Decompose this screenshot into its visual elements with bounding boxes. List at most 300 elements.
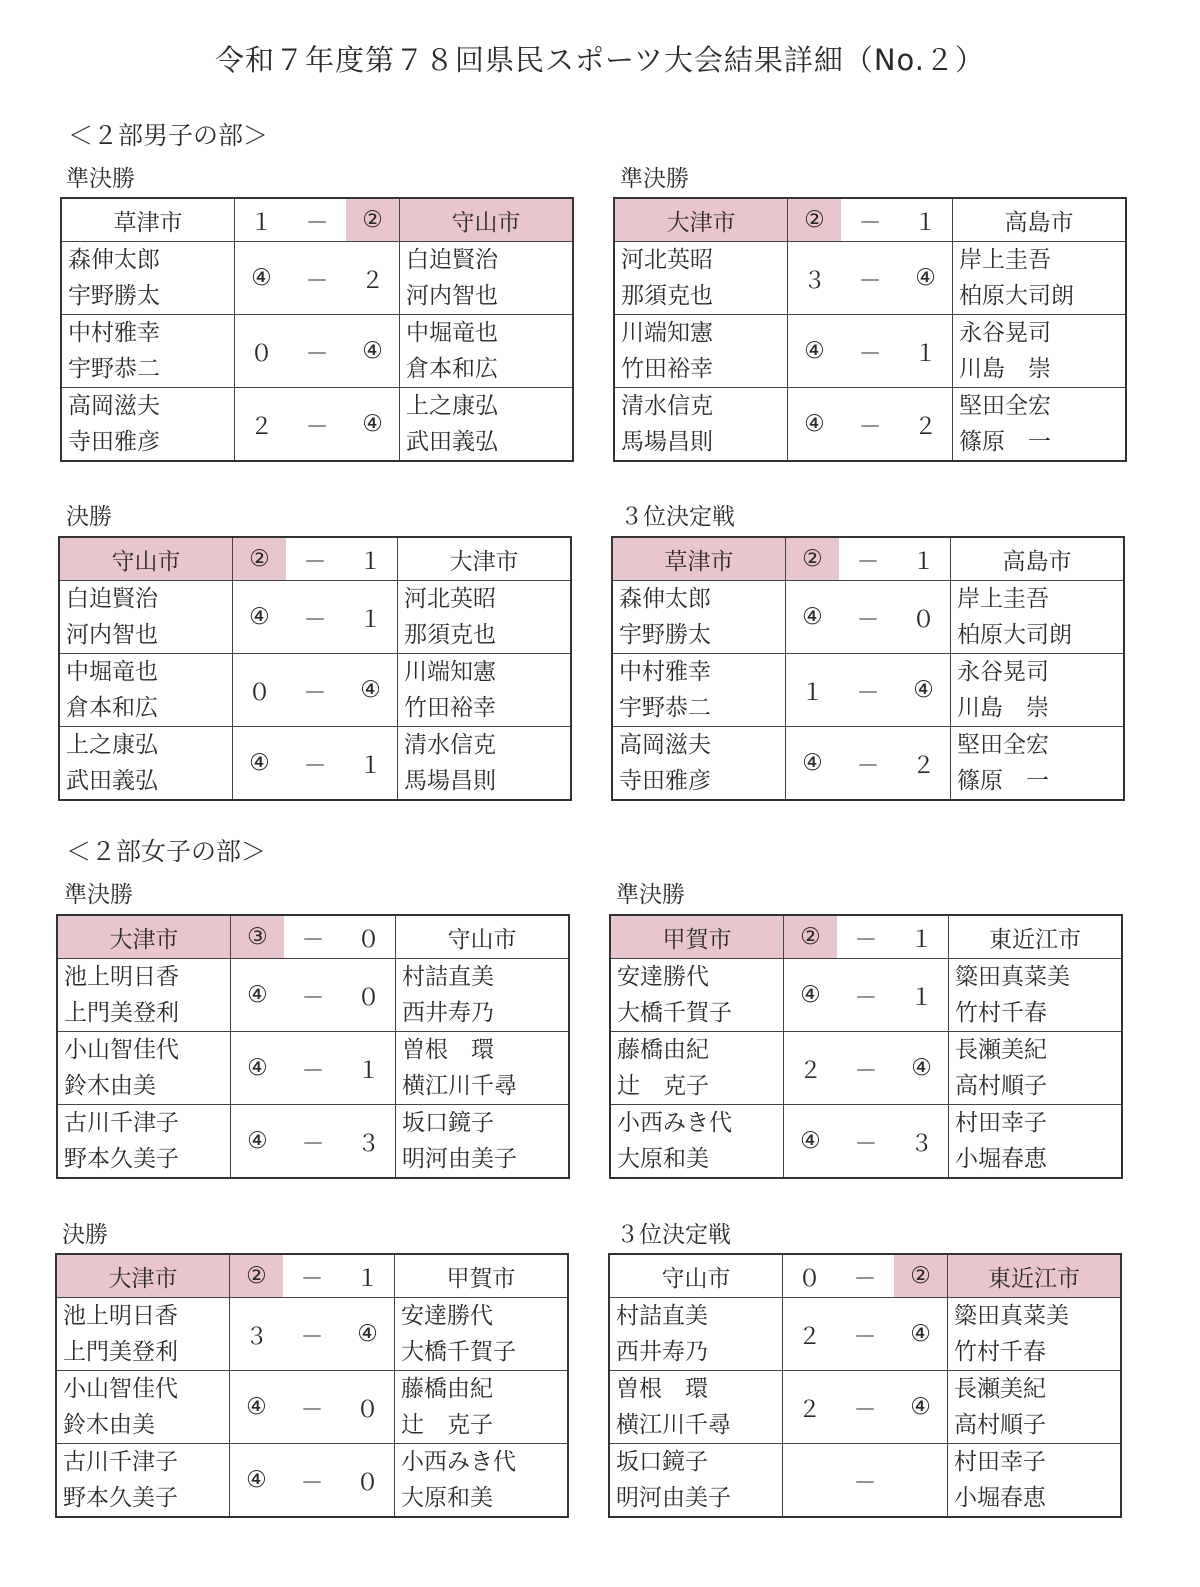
right-team-name: 高島市 — [951, 537, 1125, 581]
player-name: 寺田雅彦 — [68, 429, 160, 455]
player-name: 河北英昭 — [621, 247, 713, 273]
left-team-score: ② — [230, 1255, 283, 1297]
game-score — [786, 727, 951, 801]
player-name: 上之康弘 — [406, 393, 498, 419]
player-name: 中村雅幸 — [68, 320, 160, 346]
player-name: 野本久美子 — [63, 1485, 178, 1511]
player-name: 小山智佳代 — [64, 1037, 179, 1063]
player-name: 古川千津子 — [63, 1449, 178, 1475]
game-score — [788, 388, 953, 462]
team-score — [788, 198, 953, 242]
player-name: 河内智也 — [406, 283, 498, 309]
right-game-score: ３ — [357, 1130, 381, 1157]
player-name: 那須克也 — [404, 622, 496, 648]
left-game-score: ④ — [249, 604, 270, 630]
right-game-score: ０ — [357, 984, 381, 1011]
player-name: 宇野恭二 — [619, 695, 711, 721]
right-players — [949, 959, 1123, 1032]
table-row — [612, 727, 1124, 801]
right-players — [953, 242, 1127, 315]
table-row — [610, 959, 1122, 1032]
match-header-row — [59, 537, 571, 581]
player-name: 長瀬美紀 — [955, 1037, 1047, 1063]
left-game-score: ④ — [800, 1128, 821, 1154]
player-name: 藤橋由紀 — [401, 1376, 493, 1402]
player-name: 高岡滋夫 — [68, 393, 160, 419]
left-players — [612, 727, 786, 801]
right-game-score: １ — [910, 984, 934, 1011]
player-name: 上門美登利 — [64, 1000, 179, 1026]
player-name: 篠原 一 — [959, 429, 1051, 455]
score-dash: － — [301, 1130, 325, 1157]
left-team-score: ③ — [231, 916, 284, 958]
right-players — [951, 727, 1125, 801]
player-name: 篠原 一 — [957, 768, 1049, 794]
table-row — [61, 315, 573, 388]
right-players — [395, 1444, 569, 1518]
match-table — [613, 197, 1127, 462]
right-players — [951, 581, 1125, 654]
right-game-score: ０ — [912, 606, 936, 633]
right-team-score: １ — [356, 1265, 380, 1292]
score-dash: － — [854, 1130, 878, 1157]
match-header-row — [609, 1254, 1121, 1298]
left-team-name: 甲賀市 — [610, 915, 784, 959]
right-players — [396, 1032, 570, 1105]
player-name: 村田幸子 — [955, 1110, 1047, 1136]
team-score — [784, 915, 949, 959]
left-players — [61, 315, 235, 388]
game-score — [784, 959, 949, 1032]
match-header-row — [61, 198, 573, 242]
left-players — [610, 1032, 784, 1105]
score-dash: － — [305, 209, 329, 236]
score-dash: － — [858, 340, 882, 367]
game-score — [233, 581, 398, 654]
table-row — [57, 1032, 569, 1105]
right-players — [395, 1371, 569, 1444]
player-name: 白迫賢治 — [406, 247, 498, 273]
player-name: 川端知憲 — [404, 659, 496, 685]
match-table — [60, 197, 574, 462]
left-team-name: 守山市 — [609, 1254, 783, 1298]
stage-label: 決勝 — [62, 1222, 108, 1248]
right-players — [398, 581, 572, 654]
table-row — [57, 1105, 569, 1179]
player-name: 村詰直美 — [616, 1303, 708, 1329]
game-score — [786, 581, 951, 654]
right-players — [396, 1105, 570, 1179]
left-game-score: ２ — [797, 1323, 821, 1350]
player-name: 長瀬美紀 — [954, 1376, 1046, 1402]
player-name: 西井寿乃 — [616, 1339, 708, 1365]
left-players — [609, 1298, 783, 1371]
right-game-score: ④ — [913, 677, 934, 703]
player-name: 辻 克子 — [401, 1412, 493, 1438]
left-game-score: ④ — [247, 1128, 268, 1154]
player-name: 竹田裕幸 — [621, 356, 713, 382]
right-game-score: １ — [359, 752, 383, 779]
stage-label: ３位決定戦 — [620, 504, 735, 530]
right-game-score: ④ — [357, 1321, 378, 1347]
player-name: 大原和美 — [401, 1485, 493, 1511]
player-name: 堅田全宏 — [957, 732, 1049, 758]
table-row — [56, 1298, 568, 1371]
player-name: 柏原大司朗 — [959, 283, 1074, 309]
player-name: 安達勝代 — [617, 964, 709, 990]
score-dash: － — [300, 1265, 324, 1292]
section-label-women: ＜２部女子の部＞ — [66, 837, 267, 866]
player-name: 古川千津子 — [64, 1110, 179, 1136]
left-game-score: ３ — [802, 267, 826, 294]
player-name: 上門美登利 — [63, 1339, 178, 1365]
player-name: 森伸太郎 — [68, 247, 160, 273]
right-team-score: １ — [359, 548, 383, 575]
player-name: 永谷晃司 — [959, 320, 1051, 346]
right-game-score: ④ — [911, 1055, 932, 1081]
game-score — [235, 388, 400, 462]
player-name: 宇野勝太 — [68, 283, 160, 309]
left-players — [56, 1444, 230, 1518]
right-players — [948, 1298, 1122, 1371]
match-header-row — [614, 198, 1126, 242]
right-game-score: ④ — [915, 265, 936, 291]
left-game-score: ④ — [251, 265, 272, 291]
game-score — [786, 654, 951, 727]
left-game-score: １ — [800, 679, 824, 706]
right-team-score: ② — [346, 199, 399, 241]
player-name: 岸上圭吾 — [959, 247, 1051, 273]
match-table — [609, 914, 1123, 1179]
left-game-score: ２ — [249, 413, 273, 440]
left-team-name: 大津市 — [57, 915, 231, 959]
player-name: 馬場昌則 — [404, 768, 496, 794]
left-players — [610, 959, 784, 1032]
table-row — [57, 959, 569, 1032]
player-name: 武田義弘 — [406, 429, 498, 455]
score-dash: － — [853, 1323, 877, 1350]
score-dash: － — [854, 926, 878, 953]
left-game-score: ２ — [798, 1057, 822, 1084]
section-label-men: ＜２部男子の部＞ — [68, 121, 269, 150]
score-dash: － — [305, 340, 329, 367]
player-name: 那須克也 — [621, 283, 713, 309]
right-team-score: ② — [894, 1255, 947, 1297]
left-game-score — [783, 1444, 836, 1516]
player-name: 武田義弘 — [66, 768, 158, 794]
right-team-score: １ — [914, 209, 938, 236]
game-score — [230, 1371, 395, 1444]
left-players — [61, 242, 235, 315]
left-players — [610, 1105, 784, 1179]
right-team-score: １ — [912, 548, 936, 575]
match-table — [55, 1253, 569, 1518]
game-score — [788, 315, 953, 388]
player-name: 森伸太郎 — [619, 586, 711, 612]
score-dash: － — [856, 752, 880, 779]
player-name: 坂口鏡子 — [402, 1110, 494, 1136]
right-players — [400, 242, 574, 315]
left-players — [57, 959, 231, 1032]
right-team-name: 東近江市 — [948, 1254, 1122, 1298]
game-score — [231, 1032, 396, 1105]
stage-label: 準決勝 — [616, 882, 685, 908]
right-players — [948, 1371, 1122, 1444]
left-players — [61, 388, 235, 462]
right-game-score: ④ — [362, 338, 383, 364]
score-dash: － — [305, 413, 329, 440]
player-name: 鈴木由美 — [64, 1073, 156, 1099]
score-dash: － — [856, 606, 880, 633]
player-name: 堅田全宏 — [959, 393, 1051, 419]
match-table — [58, 536, 572, 801]
score-dash: － — [303, 606, 327, 633]
player-name: 明河由美子 — [616, 1485, 731, 1511]
table-row — [614, 315, 1126, 388]
player-name: 村田幸子 — [954, 1449, 1046, 1475]
game-score — [231, 1105, 396, 1179]
left-players — [59, 727, 233, 801]
table-row — [61, 242, 573, 315]
game-score — [235, 242, 400, 315]
left-game-score: ④ — [247, 982, 268, 1008]
score-dash: － — [300, 1469, 324, 1496]
right-game-score: ④ — [910, 1394, 931, 1420]
player-name: 竹村千春 — [954, 1339, 1046, 1365]
team-score — [230, 1254, 395, 1298]
left-players — [56, 1298, 230, 1371]
left-players — [612, 654, 786, 727]
match-header-row — [612, 537, 1124, 581]
right-game-score: １ — [357, 1057, 381, 1084]
player-name: 柏原大司朗 — [957, 622, 1072, 648]
right-game-score: ２ — [912, 752, 936, 779]
left-game-score: ０ — [249, 340, 273, 367]
left-players — [614, 388, 788, 462]
game-score — [783, 1371, 948, 1444]
left-players — [609, 1371, 783, 1444]
right-players — [949, 1032, 1123, 1105]
right-players — [953, 388, 1127, 462]
player-name: 白迫賢治 — [66, 586, 158, 612]
page-title: 令和７年度第７８回県民スポーツ大会結果詳細（No.２） — [215, 43, 985, 77]
right-game-score: １ — [359, 606, 383, 633]
score-dash: － — [858, 413, 882, 440]
left-game-score: ④ — [802, 750, 823, 776]
left-team-score: ② — [788, 199, 841, 241]
player-name: 小堀春恵 — [955, 1146, 1047, 1172]
player-name: 安達勝代 — [401, 1303, 493, 1329]
match-header-row — [610, 915, 1122, 959]
right-game-score — [894, 1444, 947, 1516]
left-players — [614, 242, 788, 315]
player-name: 簗田真菜美 — [954, 1303, 1069, 1329]
game-score — [235, 315, 400, 388]
player-name: 川島 崇 — [959, 356, 1051, 382]
score-dash: － — [303, 548, 327, 575]
right-game-score: ０ — [356, 1469, 380, 1496]
score-dash: － — [853, 1265, 877, 1292]
match-table — [56, 914, 570, 1179]
player-name: 坂口鏡子 — [616, 1449, 708, 1475]
player-name: 竹村千春 — [955, 1000, 1047, 1026]
table-row — [614, 388, 1126, 462]
right-players — [400, 388, 574, 462]
left-players — [57, 1105, 231, 1179]
right-game-score: ０ — [356, 1396, 380, 1423]
player-name: 馬場昌則 — [621, 429, 713, 455]
player-name: 大橋千賀子 — [617, 1000, 732, 1026]
right-game-score: ２ — [361, 267, 385, 294]
player-name: 大原和美 — [617, 1146, 709, 1172]
table-row — [59, 581, 571, 654]
player-name: 河北英昭 — [404, 586, 496, 612]
player-name: 小西みき代 — [401, 1449, 516, 1475]
score-dash: － — [303, 752, 327, 779]
right-team-name: 大津市 — [398, 537, 572, 581]
left-game-score: ④ — [247, 1055, 268, 1081]
team-score — [235, 198, 400, 242]
right-team-name: 守山市 — [396, 915, 570, 959]
player-name: 横江川千尋 — [616, 1412, 731, 1438]
player-name: 小山智佳代 — [63, 1376, 178, 1402]
right-team-name: 東近江市 — [949, 915, 1123, 959]
left-team-score: ② — [233, 538, 286, 580]
right-team-name: 高島市 — [953, 198, 1127, 242]
left-team-name: 草津市 — [61, 198, 235, 242]
right-players — [949, 1105, 1123, 1179]
player-name: 永谷晃司 — [957, 659, 1049, 685]
score-dash: － — [858, 267, 882, 294]
right-team-score: １ — [910, 926, 934, 953]
player-name: 野本久美子 — [64, 1146, 179, 1172]
right-game-score: ④ — [360, 677, 381, 703]
player-name: 池上明日香 — [63, 1303, 178, 1329]
player-name: 川島 崇 — [957, 695, 1049, 721]
game-score — [783, 1444, 948, 1518]
left-game-score: ０ — [247, 679, 271, 706]
table-row — [59, 727, 571, 801]
match-table — [611, 536, 1125, 801]
table-row — [56, 1371, 568, 1444]
player-name: 曽根 環 — [402, 1037, 494, 1063]
score-dash: － — [854, 984, 878, 1011]
player-name: 竹田裕幸 — [404, 695, 496, 721]
player-name: 小西みき代 — [617, 1110, 732, 1136]
left-game-score: ２ — [797, 1396, 821, 1423]
player-name: 上之康弘 — [66, 732, 158, 758]
team-score — [233, 537, 398, 581]
table-row — [59, 654, 571, 727]
left-players — [609, 1444, 783, 1518]
score-dash: － — [303, 679, 327, 706]
score-dash: － — [305, 267, 329, 294]
left-team-score: ② — [786, 538, 839, 580]
score-dash: － — [301, 984, 325, 1011]
player-name: 川端知憲 — [621, 320, 713, 346]
player-name: 明河由美子 — [402, 1146, 517, 1172]
team-score — [231, 915, 396, 959]
player-name: 中村雅幸 — [619, 659, 711, 685]
team-score — [786, 537, 951, 581]
stage-label: 決勝 — [66, 504, 112, 530]
stage-label: 準決勝 — [66, 166, 135, 192]
right-game-score: ３ — [910, 1130, 934, 1157]
right-players — [948, 1444, 1122, 1518]
table-row — [614, 242, 1126, 315]
player-name: 小堀春恵 — [954, 1485, 1046, 1511]
right-team-name: 守山市 — [400, 198, 574, 242]
left-players — [59, 581, 233, 654]
table-row — [612, 654, 1124, 727]
score-dash: － — [300, 1323, 324, 1350]
game-score — [784, 1032, 949, 1105]
left-players — [56, 1371, 230, 1444]
left-team-name: 草津市 — [612, 537, 786, 581]
score-dash: － — [853, 1469, 877, 1496]
left-team-name: 大津市 — [614, 198, 788, 242]
player-name: 高岡滋夫 — [619, 732, 711, 758]
player-name: 池上明日香 — [64, 964, 179, 990]
right-team-name: 甲賀市 — [395, 1254, 569, 1298]
left-players — [614, 315, 788, 388]
game-score — [233, 727, 398, 801]
player-name: 村詰直美 — [402, 964, 494, 990]
left-team-score: １ — [249, 209, 273, 236]
table-row — [610, 1032, 1122, 1105]
left-team-score: ０ — [797, 1265, 821, 1292]
left-team-name: 守山市 — [59, 537, 233, 581]
team-score — [783, 1254, 948, 1298]
player-name: 清水信克 — [621, 393, 713, 419]
score-dash: － — [854, 1057, 878, 1084]
left-game-score: ④ — [802, 604, 823, 630]
game-score — [788, 242, 953, 315]
player-name: 大橋千賀子 — [401, 1339, 516, 1365]
table-row — [612, 581, 1124, 654]
left-game-score: ④ — [804, 338, 825, 364]
game-score — [233, 654, 398, 727]
table-row — [609, 1298, 1121, 1371]
player-name: 辻 克子 — [617, 1073, 709, 1099]
right-players — [396, 959, 570, 1032]
left-players — [612, 581, 786, 654]
player-name: 中堀竜也 — [66, 659, 158, 685]
right-game-score: ２ — [914, 413, 938, 440]
left-team-name: 大津市 — [56, 1254, 230, 1298]
left-game-score: ３ — [244, 1323, 268, 1350]
score-dash: － — [300, 1396, 324, 1423]
game-score — [231, 959, 396, 1032]
score-dash: － — [858, 209, 882, 236]
player-name: 藤橋由紀 — [617, 1037, 709, 1063]
score-dash: － — [853, 1396, 877, 1423]
player-name: 高村順子 — [954, 1412, 1046, 1438]
table-row — [609, 1371, 1121, 1444]
left-players — [59, 654, 233, 727]
match-table — [608, 1253, 1122, 1518]
score-dash: － — [301, 926, 325, 953]
player-name: 倉本和広 — [406, 356, 498, 382]
right-players — [400, 315, 574, 388]
left-players — [57, 1032, 231, 1105]
player-name: 簗田真菜美 — [955, 964, 1070, 990]
game-score — [230, 1298, 395, 1371]
stage-label: 準決勝 — [64, 882, 133, 908]
player-name: 宇野恭二 — [68, 356, 160, 382]
player-name: 中堀竜也 — [406, 320, 498, 346]
match-header-row — [57, 915, 569, 959]
